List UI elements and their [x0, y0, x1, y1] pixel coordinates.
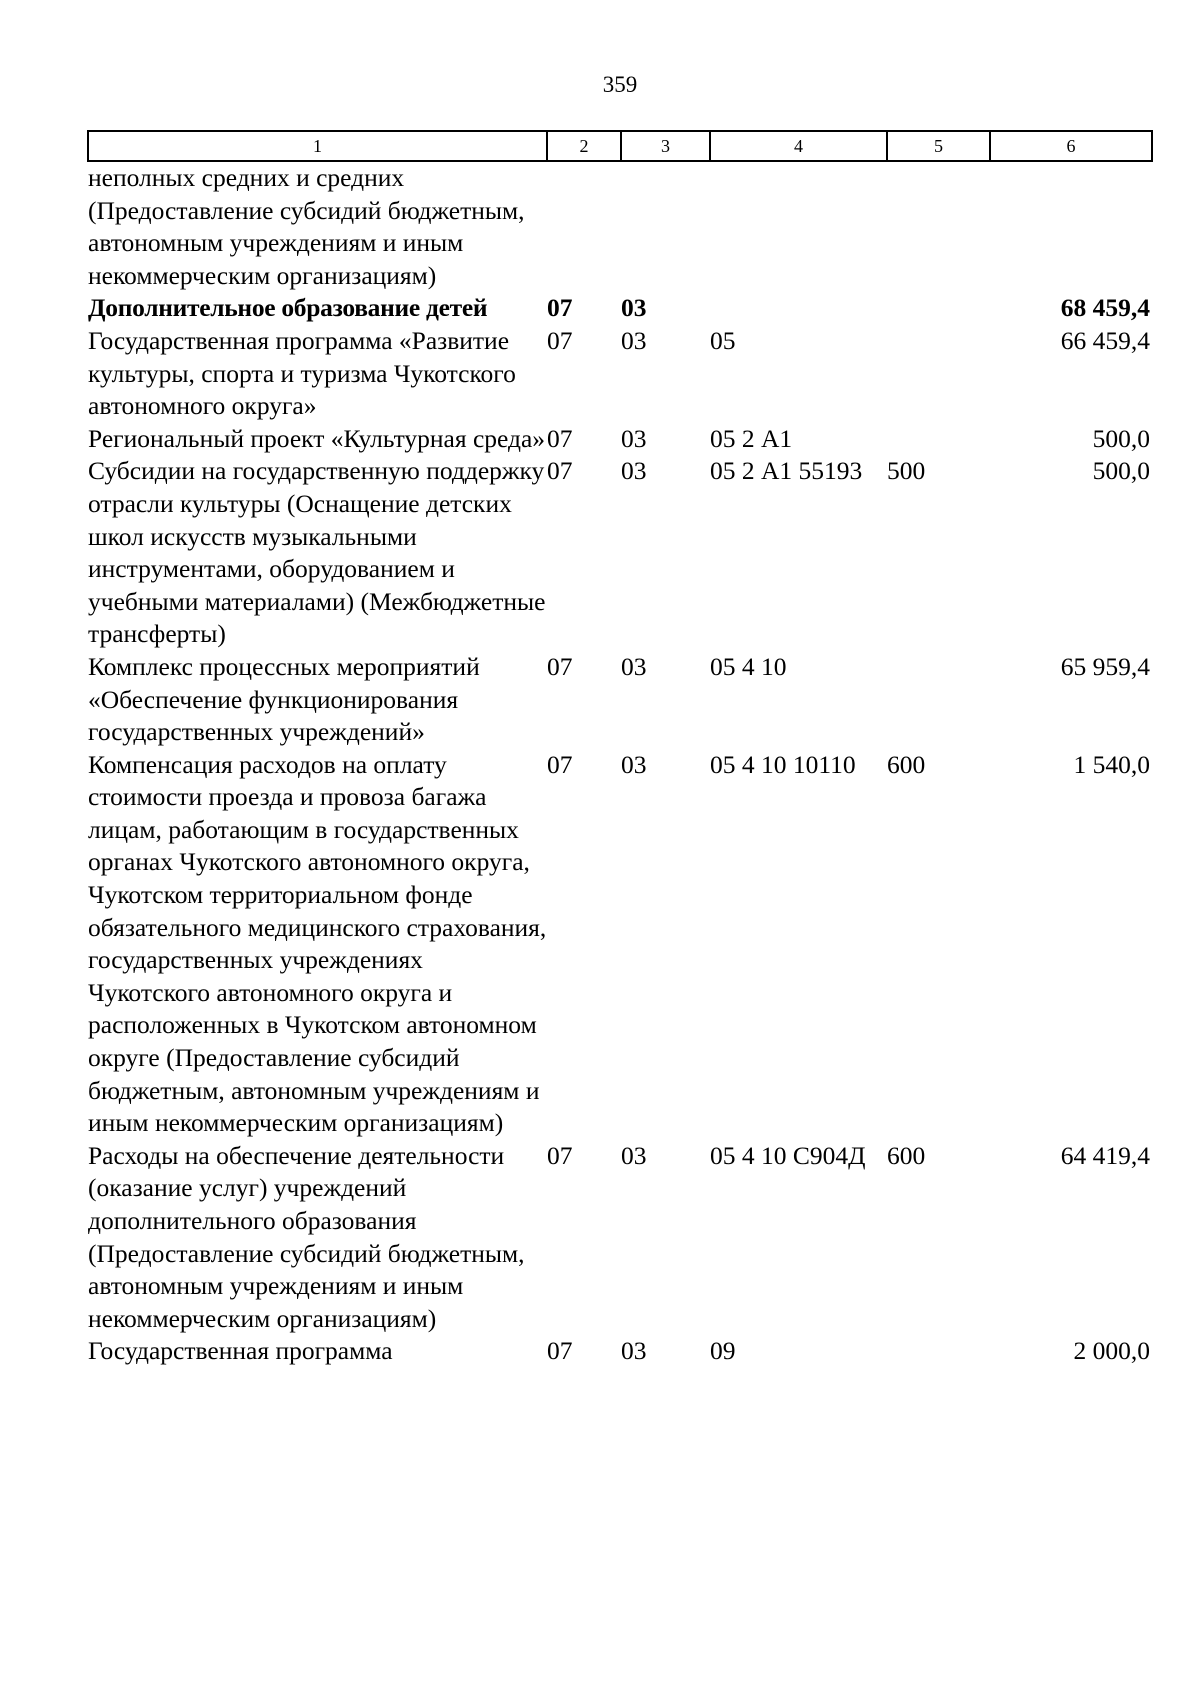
- header-col-4: 4: [710, 131, 887, 161]
- header-col-6: 6: [990, 131, 1152, 161]
- row-subsection: 03: [621, 1336, 647, 1366]
- table-row: [88, 292, 1152, 325]
- row-subsection: 03: [621, 1140, 647, 1170]
- row-expense-type: 600: [887, 1140, 926, 1170]
- row-expense-type: 500: [887, 456, 926, 486]
- row-section: 07: [547, 1140, 573, 1170]
- row-name: Компенсация расходов на оплату стоимости проезда и провоза багажа лицам, работающим в государственных органах Чукотского автономного округа, Чукотском территориальном фонде обязательного медицинского страхования, государственных учреждениях Чукотского автономного округа и расположенных в Чукотском автономном округе (Предоставление субсидий бюджетным, автономным учреждениям и иным некоммерческим организациям): [88, 749, 547, 1138]
- row-section: 07: [547, 651, 573, 681]
- row-amount: 64 419,4: [1060, 1140, 1150, 1170]
- row-target-article: 05 4 10 10110: [710, 749, 856, 779]
- row-target-article: 09: [710, 1336, 736, 1366]
- row-amount: 1 540,0: [1073, 749, 1150, 779]
- table-body: [88, 161, 1152, 1368]
- row-subsection: 03: [621, 749, 647, 779]
- row-section: 07: [547, 749, 573, 779]
- table-header: [88, 131, 1152, 161]
- row-section: [547, 161, 621, 292]
- row-expense-type: [887, 292, 990, 325]
- table-row: [88, 1140, 1152, 1336]
- table-row: [88, 423, 1152, 456]
- row-section: 07: [547, 456, 573, 486]
- row-amount: 2 000,0: [1073, 1336, 1150, 1366]
- row-subsection: [621, 161, 710, 292]
- table-row: [88, 651, 1152, 749]
- header-col-1: 1: [88, 131, 547, 161]
- row-target-article: 05 2 А1 55193: [710, 456, 863, 486]
- row-target-article: 05 2 А1: [710, 423, 793, 453]
- row-section: 07: [547, 293, 573, 323]
- row-section: 07: [547, 423, 573, 453]
- row-subsection: 03: [621, 651, 647, 681]
- row-target-article: 05 4 10: [710, 651, 787, 681]
- row-name: Государственная программа: [88, 1336, 393, 1366]
- row-amount: [990, 161, 1152, 292]
- row-expense-type: [887, 161, 990, 292]
- row-expense-type: 600: [887, 749, 926, 779]
- row-amount: 500,0: [1092, 456, 1150, 486]
- row-subsection: 03: [621, 325, 647, 355]
- row-name: Государственная программа «Развитие культуры, спорта и туризма Чукотского автономного округа»: [88, 325, 516, 421]
- page-number: 359: [602, 72, 638, 97]
- row-expense-type: [887, 423, 990, 456]
- row-expense-type: [887, 325, 990, 423]
- row-amount: 66 459,4: [1060, 325, 1150, 355]
- table-row: [88, 1335, 1152, 1368]
- row-target-article: [710, 161, 887, 292]
- row-subsection: 03: [621, 423, 647, 453]
- header-row: [88, 131, 1152, 161]
- row-amount: 500,0: [1092, 423, 1150, 453]
- header-col-2: 2: [547, 131, 621, 161]
- row-subsection: 03: [621, 456, 647, 486]
- row-name: неполных средних и средних (Предоставление субсидий бюджетным, автономным учреждениям и иным некоммерческим организациям): [88, 163, 525, 290]
- row-section: 07: [547, 325, 573, 355]
- header-col-5: 5: [887, 131, 990, 161]
- row-name: Дополнительное образование детей: [88, 293, 488, 323]
- row-amount: 68 459,4: [1060, 293, 1150, 323]
- row-name: Региональный проект «Культурная среда»: [88, 423, 546, 453]
- row-amount: 65 959,4: [1060, 651, 1150, 681]
- row-target-article: 05 4 10 С904Д: [710, 1140, 866, 1170]
- row-section: 07: [547, 1336, 573, 1366]
- row-expense-type: [887, 651, 990, 749]
- row-subsection: 03: [621, 293, 647, 323]
- table-row: [88, 749, 1152, 1140]
- budget-table: [87, 130, 1153, 1368]
- table-row: [88, 161, 1152, 292]
- row-name: Комплекс процессных мероприятий «Обеспечение функционирования государственных учреждений»: [88, 651, 480, 747]
- row-target-article: 05: [710, 325, 736, 355]
- row-name: Субсидии на государственную поддержку отрасли культуры (Оснащение детских школ искусств музыкальными инструментами, оборудованием и учебными материалами) (Межбюджетные трансферты): [88, 456, 546, 649]
- row-expense-type: [887, 1335, 990, 1368]
- table-row: [88, 455, 1152, 651]
- header-col-3: 3: [621, 131, 710, 161]
- table-row: [88, 325, 1152, 423]
- row-name: Расходы на обеспечение деятельности (оказание услуг) учреждений дополнительного образования (Предоставление субсидий бюджетным, автономным учреждениям и иным некоммерческим организациям): [88, 1140, 525, 1333]
- row-target-article: [710, 292, 887, 325]
